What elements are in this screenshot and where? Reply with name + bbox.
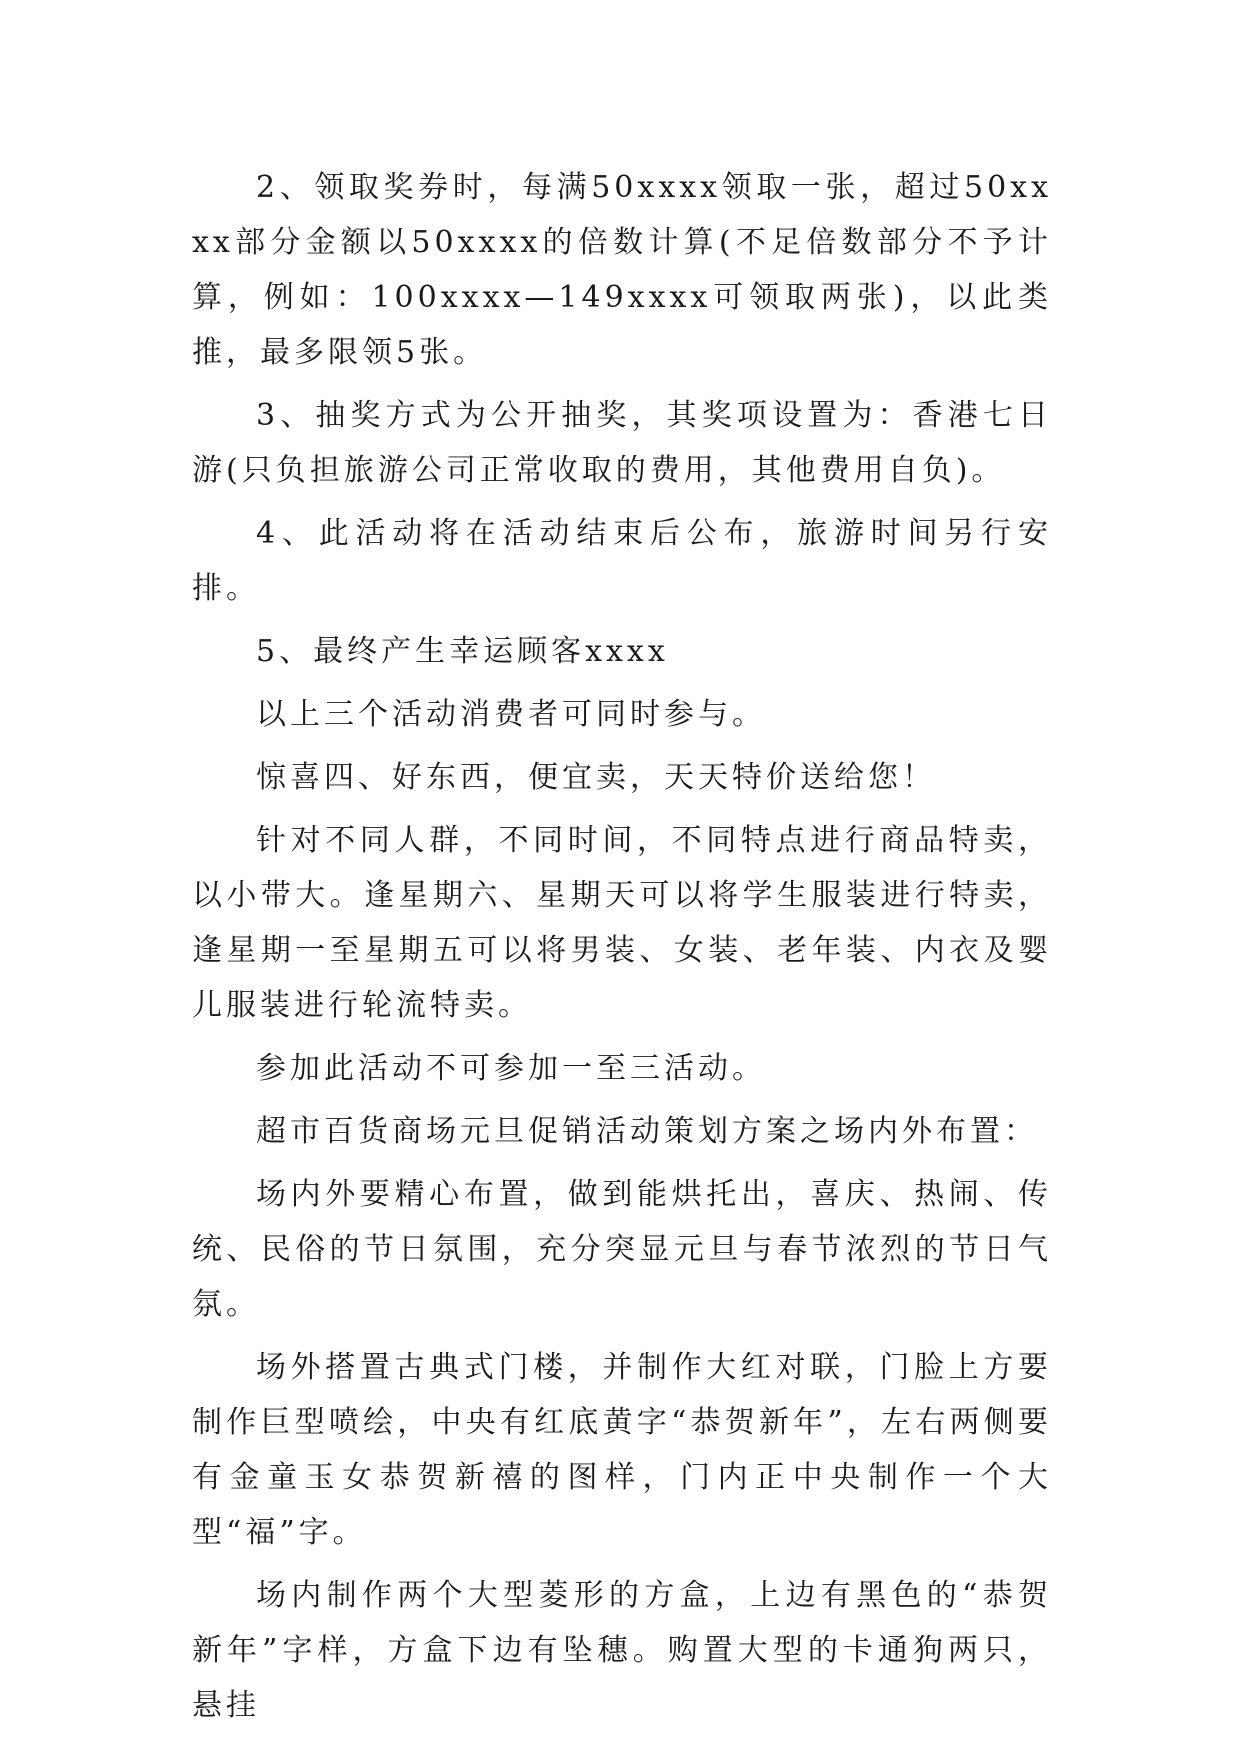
section-heading-layout: 超市百货商场元旦促销活动策划方案之场内外布置：: [256, 1114, 1038, 1149]
paragraph-lottery-prize: 3、抽奖方式为公开抽奖，其奖项设置为：香港七日游(只负担旅游公司正常收取的费用，其他费用自负)。: [192, 398, 1052, 488]
paragraph-announcement: 4、此活动将在活动结束后公布，旅游时间另行安排。: [192, 516, 1052, 606]
paragraph-combined-activities: 以上三个活动消费者可同时参与。: [256, 697, 766, 732]
paragraph-lottery-ticket-rule: 2、领取奖券时，每满50xxxx领取一张，超过50xxxx部分金额以50xxxx的倍数计算(不足倍数部分不予计算，例如：100xxxx—149xxxx可领取两张)，以此类推，最多限领5张。: [192, 170, 1052, 370]
paragraph-surprise-four: 惊喜四、好东西，便宜卖，天天特价送给您！: [256, 760, 936, 795]
paragraph-lucky-customer: 5、最终产生幸运顾客xxxx: [256, 634, 669, 669]
paragraph-indoor-decoration: 场内制作两个大型菱形的方盒，上边有黑色的“恭贺新年”字样，方盒下边有坠穗。购置大型的卡通狗两只，悬挂: [192, 1578, 1052, 1723]
paragraph-special-sales: 针对不同人群，不同时间，不同特点进行商品特卖，以小带大。逢星期六、星期天可以将学生服装进行特卖，逢星期一至星期五可以将男装、女装、老年装、内衣及婴儿服装进行轮流特卖。: [192, 823, 1052, 1023]
paragraph-exclusion-rule: 参加此活动不可参加一至三活动。: [256, 1051, 766, 1086]
paragraph-outdoor-decoration: 场外搭置古典式门楼，并制作大红对联，门脸上方要制作巨型喷绘，中央有红底黄字“恭贺新年”，左右两侧要有金童玉女恭贺新禧的图样，门内正中央制作一个大型“福”字。: [192, 1350, 1052, 1550]
document-body: [192, 160, 1052, 1733]
paragraph-festive-atmosphere: 场内外要精心布置，做到能烘托出，喜庆、热闹、传统、民俗的节日氛围，充分突显元旦与春节浓烈的节日气氛。: [192, 1177, 1052, 1322]
